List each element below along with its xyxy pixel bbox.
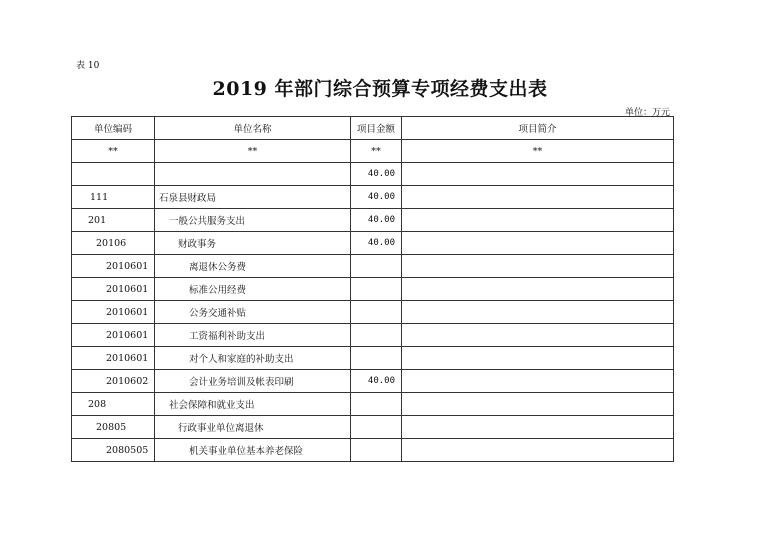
unit-code-cell: 2010601: [72, 255, 155, 278]
unit-name-cell: 离退休公务费: [155, 255, 351, 278]
intro-cell: [402, 186, 674, 209]
table-row: [72, 393, 674, 416]
unit-name-cell: 一般公共服务支出: [155, 209, 351, 232]
unit-name-cell: 石泉县财政局: [155, 186, 351, 209]
unit-name-cell: [155, 163, 351, 186]
header-unit-code: 单位编码: [72, 117, 155, 140]
header-unit-name: 单位名称: [155, 117, 351, 140]
intro-cell: [402, 324, 674, 347]
page-title: 2019 年部门综合预算专项经费支出表: [212, 78, 548, 100]
intro-cell: [402, 232, 674, 255]
placeholder-cell: **: [402, 140, 674, 163]
unit-code-cell: 2010601: [72, 324, 155, 347]
unit-name-cell: 工资福利补助支出: [155, 324, 351, 347]
intro-cell: [402, 347, 674, 370]
unit-name-cell: 财政事务: [155, 232, 351, 255]
table-row: [72, 416, 674, 439]
table-row: [72, 209, 674, 232]
unit-name-cell: 行政事业单位离退休: [155, 416, 351, 439]
table-row: [72, 232, 674, 255]
unit-code-cell: 208: [72, 393, 155, 416]
intro-cell: [402, 163, 674, 186]
unit-code-cell: [72, 163, 155, 186]
intro-cell: [402, 416, 674, 439]
intro-cell: [402, 278, 674, 301]
amount-cell: [351, 324, 402, 347]
table-row: [72, 347, 674, 370]
table-row: [72, 439, 674, 462]
unit-name-cell: 对个人和家庭的补助支出: [155, 347, 351, 370]
amount-cell: 40.00: [351, 370, 402, 393]
placeholder-cell: **: [351, 140, 402, 163]
placeholder-cell: **: [72, 140, 155, 163]
header-amount: 项目金额: [351, 117, 402, 140]
intro-cell: [402, 393, 674, 416]
amount-cell: 40.00: [351, 186, 402, 209]
unit-code-cell: 201: [72, 209, 155, 232]
amount-cell: [351, 393, 402, 416]
unit-code-cell: 2010602: [72, 370, 155, 393]
amount-cell: [351, 278, 402, 301]
header-row: [72, 117, 674, 140]
table-row: [72, 370, 674, 393]
unit-code-cell: 111: [72, 186, 155, 209]
placeholder-row: [72, 140, 674, 163]
amount-cell: 40.00: [351, 163, 402, 186]
intro-cell: [402, 301, 674, 324]
unit-name-cell: 公务交通补贴: [155, 301, 351, 324]
header-intro: 项目简介: [402, 117, 674, 140]
amount-cell: 40.00: [351, 232, 402, 255]
unit-code-cell: 2010601: [72, 347, 155, 370]
intro-cell: [402, 439, 674, 462]
unit-code-cell: 2080505: [72, 439, 155, 462]
amount-cell: [351, 347, 402, 370]
amount-cell: 40.00: [351, 209, 402, 232]
table-row: [72, 324, 674, 347]
table-row: [72, 301, 674, 324]
placeholder-cell: **: [155, 140, 351, 163]
amount-cell: [351, 301, 402, 324]
amount-cell: [351, 255, 402, 278]
table-row: [72, 163, 674, 186]
intro-cell: [402, 370, 674, 393]
table-body: [72, 163, 674, 462]
unit-name-cell: 社会保障和就业支出: [155, 393, 351, 416]
table-row: [72, 278, 674, 301]
unit-code-cell: 20106: [72, 232, 155, 255]
intro-cell: [402, 209, 674, 232]
unit-label: 单位：万元: [624, 108, 670, 118]
table-row: [72, 255, 674, 278]
intro-cell: [402, 255, 674, 278]
unit-code-cell: 2010601: [72, 301, 155, 324]
unit-code-cell: 2010601: [72, 278, 155, 301]
table-row: [72, 186, 674, 209]
unit-name-cell: 机关事业单位基本养老保险: [155, 439, 351, 462]
unit-name-cell: 标准公用经费: [155, 278, 351, 301]
amount-cell: [351, 416, 402, 439]
expenditure-table: [71, 116, 674, 462]
amount-cell: [351, 439, 402, 462]
unit-code-cell: 20805: [72, 416, 155, 439]
unit-name-cell: 会计业务培训及帐表印刷: [155, 370, 351, 393]
table-number-label: 表 10: [76, 61, 100, 71]
